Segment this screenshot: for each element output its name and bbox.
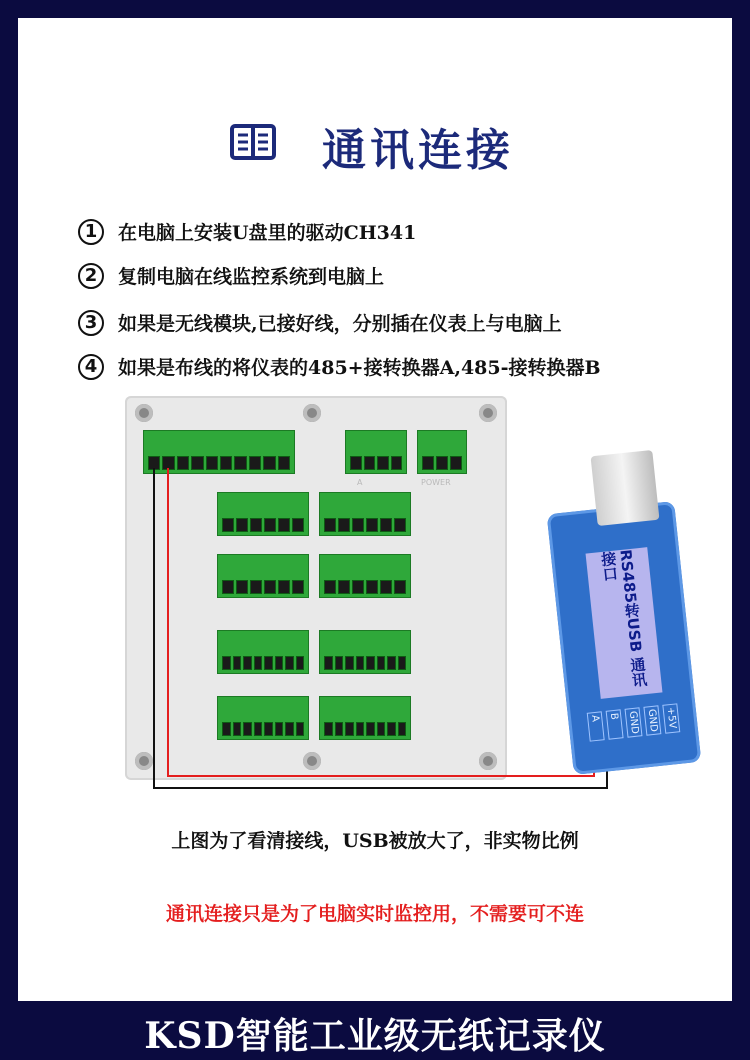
step-text: 复制电脑在线监控系统到电脑上 (118, 266, 385, 288)
page-title: 通讯连接 (322, 125, 514, 176)
pin-gnd: GND (643, 705, 661, 735)
label-power: POWER (421, 478, 451, 487)
image-caption: 上图为了看清接线，USB被放大了，非实物比例 (171, 830, 579, 852)
step-number: 3 (78, 310, 104, 336)
usb-converter-label: RS485转USB 通讯接口 (586, 547, 663, 699)
wire-red (168, 468, 594, 776)
pin-b: B (606, 709, 624, 739)
step-number: 2 (78, 263, 104, 289)
step-text: 如果是布线的将仪表的485+接转换器A,485-接转换器B (118, 357, 601, 379)
wire-black (154, 468, 607, 788)
step-text: 在电脑上安装U盘里的驱动CH341 (118, 222, 417, 244)
step-number: 4 (78, 354, 104, 380)
footer-title: KSD智能工业级无纸记录仪 (144, 1015, 606, 1057)
pin-gnd: GND (625, 707, 643, 737)
warning-note: 通讯连接只是为了电脑实时监控用，不需要可不连 (165, 903, 584, 925)
step-text: 如果是无线模块,已接好线，分别插在仪表上与电脑上 (118, 313, 562, 335)
pin-5v: +5V (662, 703, 680, 733)
label-a: A (357, 478, 363, 487)
step-number: 1 (78, 219, 104, 245)
pin-a: A (587, 711, 605, 741)
usb-plug (591, 450, 660, 526)
